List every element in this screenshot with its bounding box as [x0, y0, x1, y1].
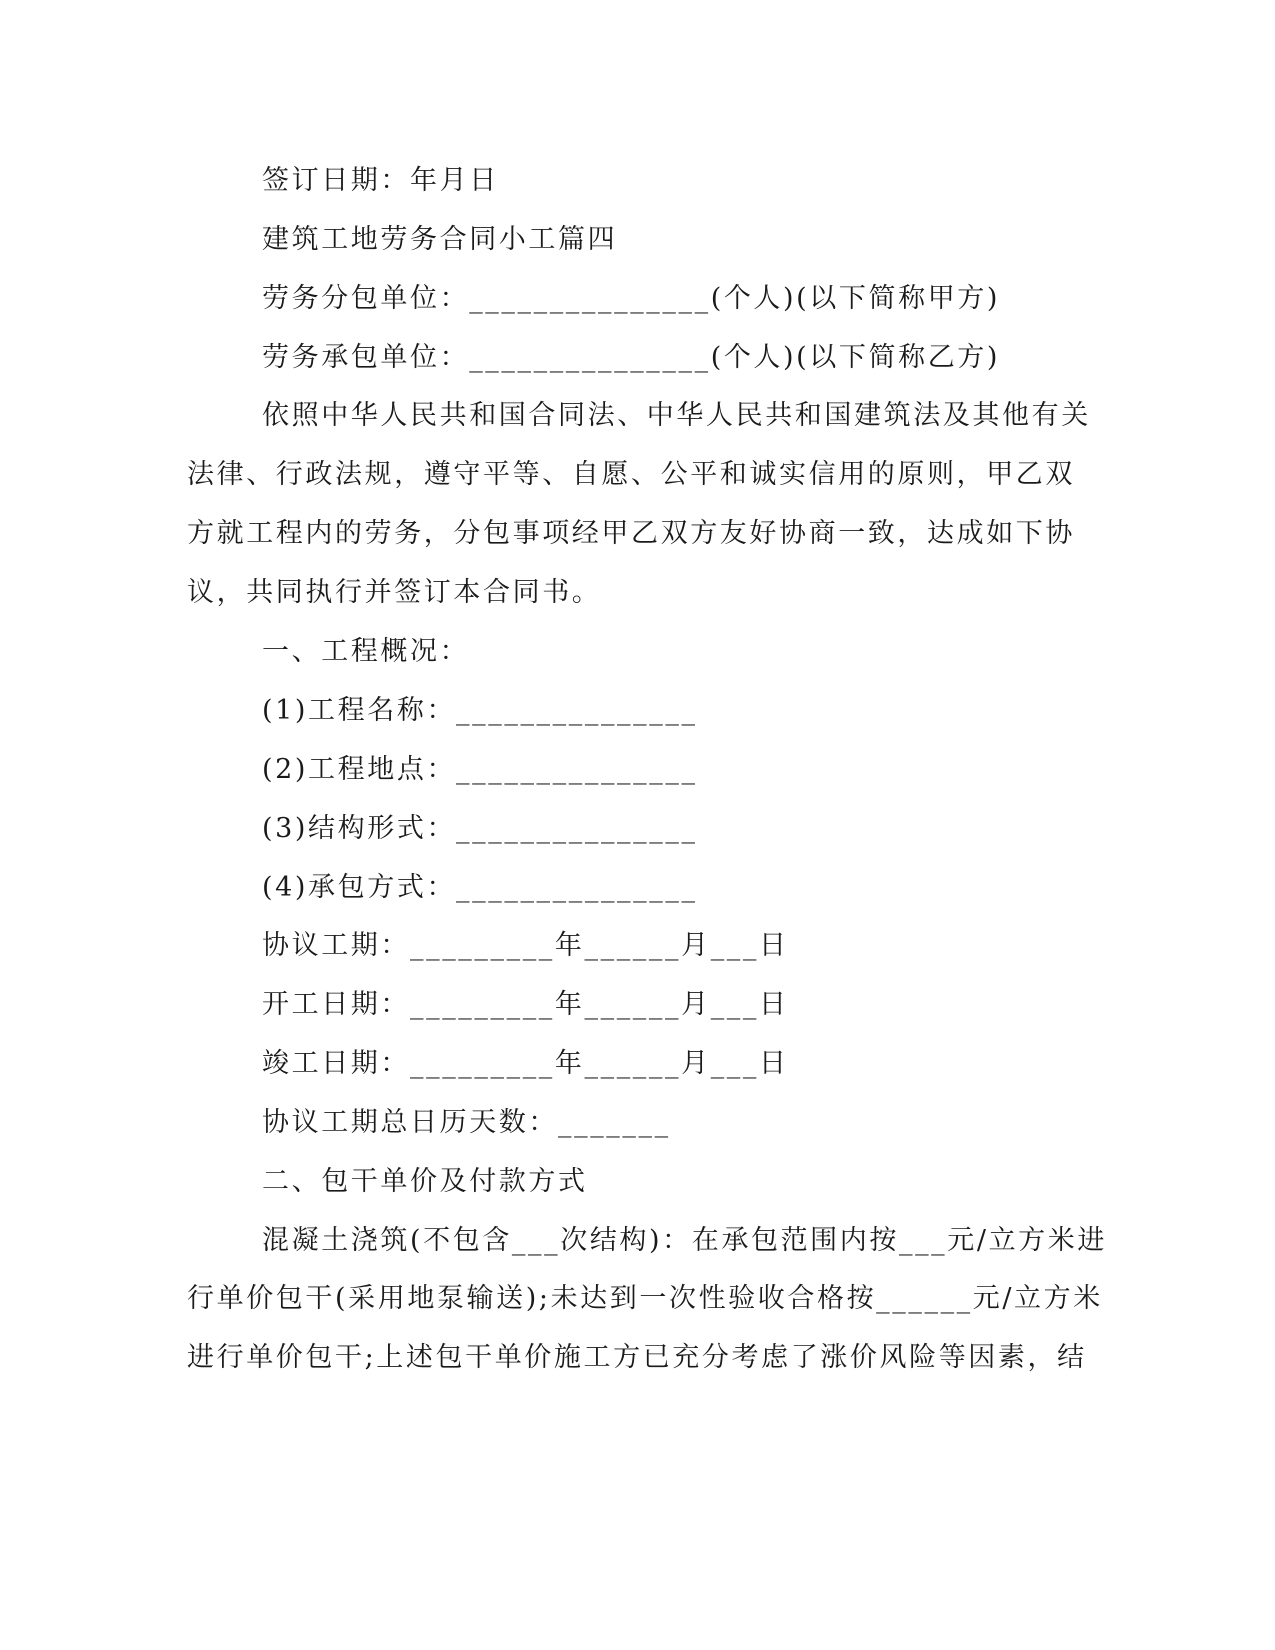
signing-date: 签订日期：年月日 — [262, 165, 499, 196]
contractor-field: 劳务承包单位：_______________(个人)(以下简称乙方) — [262, 342, 1001, 373]
section-heading: 建筑工地劳务合同小工篇四 — [262, 224, 618, 255]
project-location-field: (2)工程地点：_______________ — [262, 754, 698, 785]
agreed-period-field: 协议工期：_________年______月___日 — [262, 930, 789, 961]
paragraph-line: 混凝土浇筑(不包含___次结构)：在承包范围内按___元/立方米进 — [262, 1225, 1107, 1256]
start-date-field: 开工日期：_________年______月___日 — [262, 989, 789, 1020]
paragraph-line: 依照中华人民共和国合同法、中华人民共和国建筑法及其他有关 — [262, 400, 1091, 431]
total-days-field: 协议工期总日历天数：_______ — [262, 1107, 671, 1138]
project-name-field: (1)工程名称：_______________ — [262, 695, 698, 726]
paragraph-line: 行单价包干(采用地泵输送);未达到一次性验收合格按______元/立方米 — [187, 1283, 1103, 1314]
paragraph-line: 议，共同执行并签订本合同书。 — [187, 577, 602, 608]
structure-type-field: (3)结构形式：_______________ — [262, 813, 698, 844]
completion-date-field: 竣工日期：_________年______月___日 — [262, 1048, 789, 1079]
subsection-heading: 一、工程概况： — [262, 636, 470, 667]
subcontractor-field: 劳务分包单位：_______________(个人)(以下简称甲方) — [262, 283, 1001, 314]
contract-method-field: (4)承包方式：_______________ — [262, 872, 698, 903]
subsection-heading: 二、包干单价及付款方式 — [262, 1166, 588, 1197]
paragraph-line: 进行单价包干;上述包干单价施工方已充分考虑了涨价风险等因素，结 — [187, 1342, 1087, 1373]
paragraph-line: 方就工程内的劳务，分包事项经甲乙双方友好协商一致，达成如下协 — [187, 518, 1075, 549]
paragraph-line: 法律、行政法规，遵守平等、自愿、公平和诚实信用的原则，甲乙双 — [187, 459, 1075, 490]
